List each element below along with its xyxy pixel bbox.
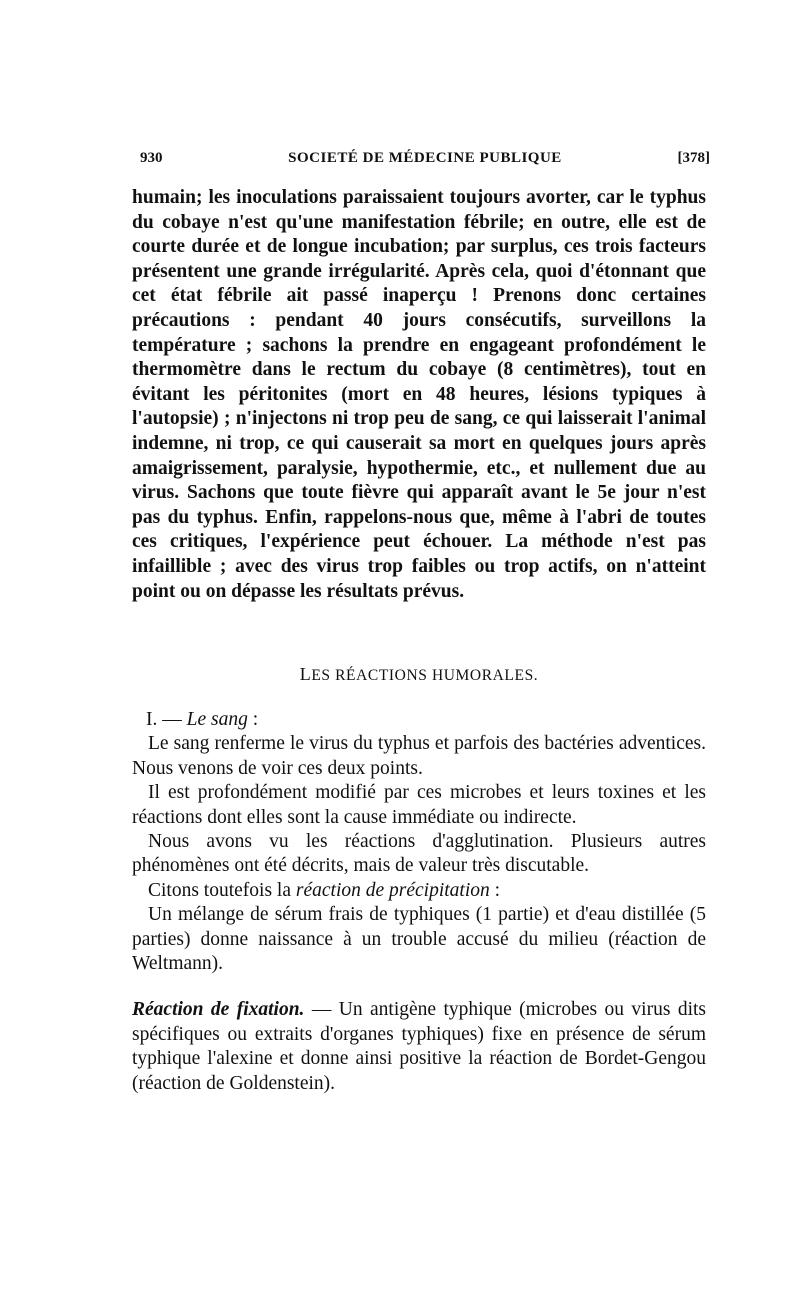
precipitation-term: réaction de précipitation (295, 879, 490, 901)
paragraph-weltmann: Un mélange de sérum frais de typhiques (1 partie) et d'eau distillée (5 parties) donne naissance à un trouble accusé du milieu (réaction de Weltmann). (132, 904, 706, 975)
body-text (132, 708, 706, 1096)
paragraph-agglutination: Nous avons vu les réactions d'agglutination. Plusieurs autres phénomènes ont été décrits, mais de valeur très discutable. (132, 831, 706, 877)
folio-number: [378] (677, 150, 710, 166)
page-number: 930 (140, 150, 163, 166)
paragraph-fixation (132, 998, 706, 1096)
section-title-initial: L (299, 664, 312, 684)
paragraph-typhus-cobaye: humain; les inoculations paraissaient toujours avorter, car le typhus du cobaye n'est qu'une manifestation fébrile; en outre, elle est de courte durée et de longue incubation; par surplus, ces trois facteurs présentent une grande irrégularité. Après cela, quoi d'étonnant que cet état fébrile ait passé inaperçu ! Prenons donc certaines précautions : pendant 40 jours consécutifs, surveillons la température ; sachons la prendre en engageant profondément le thermomètre dans le rectum du cobaye (8 centimètres), tout en évitant les péritonites (mort en 48 heures, lésions typiques à l'autopsie) ; n'injectons ni trop peu de sang, ce qui laisserait l'animal indemne, ni trop, ce qui causerait sa mort en quelques jours après amaigrissement, paralysie, hypothermie, etc., et nullement due au virus. Sachons que toute fièvre qui apparaît avant le 5e jour n'est pas du typhus. Enfin, rappelons-nous que, même à l'abri de toutes ces critiques, l'expérience peut échouer. La méthode n'est pas infaillible ; avec des virus trop faibles ou trop actifs, on n'atteint point ou on dépasse les résultats prévus. (132, 187, 706, 602)
running-header (140, 150, 710, 174)
precipitation-lead: Citons toutefois la (148, 879, 291, 901)
subsection-colon: : (252, 709, 259, 730)
running-title: SOCIETÉ DE MÉDECINE PUBLIQUE (288, 150, 562, 166)
subsection-title: Le sang (186, 709, 248, 730)
section-title-rest: ES RÉACTIONS HUMORALES. (311, 667, 539, 684)
section-title (132, 664, 706, 685)
fixation-text: Un antigène typhique (microbes ou virus dits spécifiques ou extraits d'organes typhiques) fixe en présence de sérum typhique l'alexine et donne ainsi positive la réaction de Bordet-Gengou (réaction de Goldenstein). (132, 999, 707, 1094)
paragraph-sang-virus: Le sang renferme le virus du typhus et parfois des bactéries adventices. Nous venons de voir ces deux points. (132, 733, 706, 779)
paragraph-precipitation (132, 879, 706, 903)
subsection-number: I. — (146, 709, 182, 730)
fixation-dash: — (311, 999, 332, 1021)
paragraph-modifie: Il est profondément modifié par ces microbes et leurs toxines et les réactions dont elles sont la cause immédiate ou indirecte. (132, 782, 706, 828)
subsection-heading (146, 708, 706, 732)
fixation-title: Réaction de fixation. (132, 999, 305, 1021)
precipitation-colon: : (494, 879, 501, 901)
